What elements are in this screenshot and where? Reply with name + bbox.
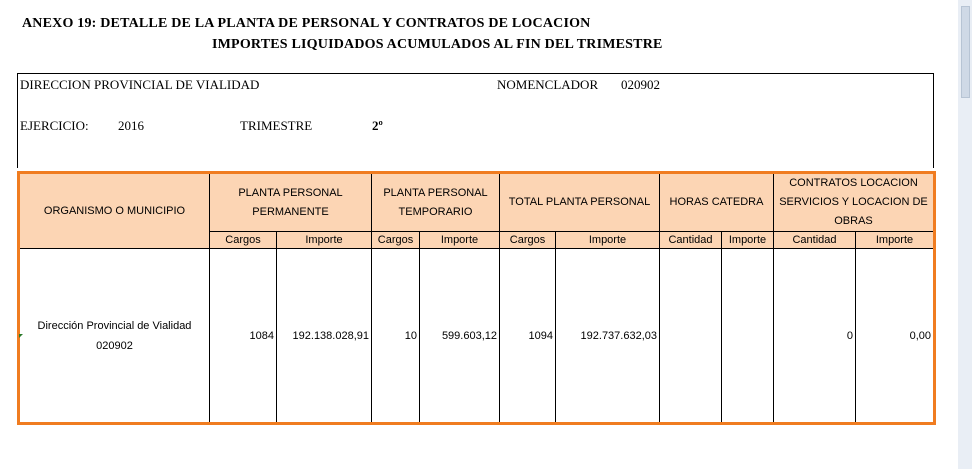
header-horas-catedra: HORAS CATEDRA xyxy=(660,173,774,232)
report-title: ANEXO 19: DETALLE DE LA PLANTA DE PERSONAL Y CONTRATOS DE LOCACION xyxy=(22,16,591,31)
cell-permanente-importe: 192.138.028,91 xyxy=(277,249,372,424)
nomenclador-value: 020902 xyxy=(621,77,660,92)
subheader-cargos: Cargos xyxy=(372,232,420,249)
subheader-cargos: Cargos xyxy=(210,232,277,249)
report-subtitle: IMPORTES LIQUIDADOS ACUMULADOS AL FIN DEL TRIMESTRE xyxy=(212,37,663,52)
subheader-importe: Importe xyxy=(420,232,500,249)
subheader-cantidad: Cantidad xyxy=(774,232,856,249)
subheader-importe: Importe xyxy=(856,232,935,249)
cell-comment-marker xyxy=(19,334,23,338)
cell-organismo: Dirección Provincial de Vialidad 020902 xyxy=(19,249,210,424)
cell-total-cargos: 1094 xyxy=(500,249,556,424)
cell-contratos-importe: 0,00 xyxy=(856,249,935,424)
personnel-table xyxy=(17,171,936,425)
subheader-cantidad: Cantidad xyxy=(660,232,722,249)
cell-total-importe: 192.737.632,03 xyxy=(556,249,660,424)
ejercicio-value: 2016 xyxy=(118,118,144,133)
header-organismo: ORGANISMO O MUNICIPIO xyxy=(19,173,210,249)
header-planta-permanente: PLANTA PERSONAL PERMANENTE xyxy=(210,173,372,232)
cell-horas-cantidad xyxy=(660,249,722,424)
subheader-importe: Importe xyxy=(722,232,774,249)
cell-permanente-cargos: 1084 xyxy=(210,249,277,424)
cell-temporario-importe: 599.603,12 xyxy=(420,249,500,424)
nomenclador-label: NOMENCLADOR xyxy=(497,77,599,92)
cell-temporario-cargos: 10 xyxy=(372,249,420,424)
subheader-importe: Importe xyxy=(277,232,372,249)
trimestre-value: 2º xyxy=(372,118,383,133)
header-contratos: CONTRATOS LOCACION SERVICIOS Y LOCACION DE OBRAS xyxy=(774,173,935,232)
subheader-cargos: Cargos xyxy=(500,232,556,249)
scrollbar-thumb[interactable] xyxy=(961,6,970,98)
header-planta-temporario: PLANTA PERSONAL TEMPORARIO xyxy=(372,173,500,232)
entity-name: DIRECCION PROVINCIAL DE VIALIDAD xyxy=(20,77,260,92)
trimestre-label: TRIMESTRE xyxy=(240,118,313,133)
header-total-planta: TOTAL PLANTA PERSONAL xyxy=(500,173,660,232)
cell-horas-importe xyxy=(722,249,774,424)
ejercicio-label: EJERCICIO: xyxy=(20,118,89,133)
table-row xyxy=(19,249,935,424)
subheader-importe: Importe xyxy=(556,232,660,249)
cell-contratos-cantidad: 0 xyxy=(774,249,856,424)
